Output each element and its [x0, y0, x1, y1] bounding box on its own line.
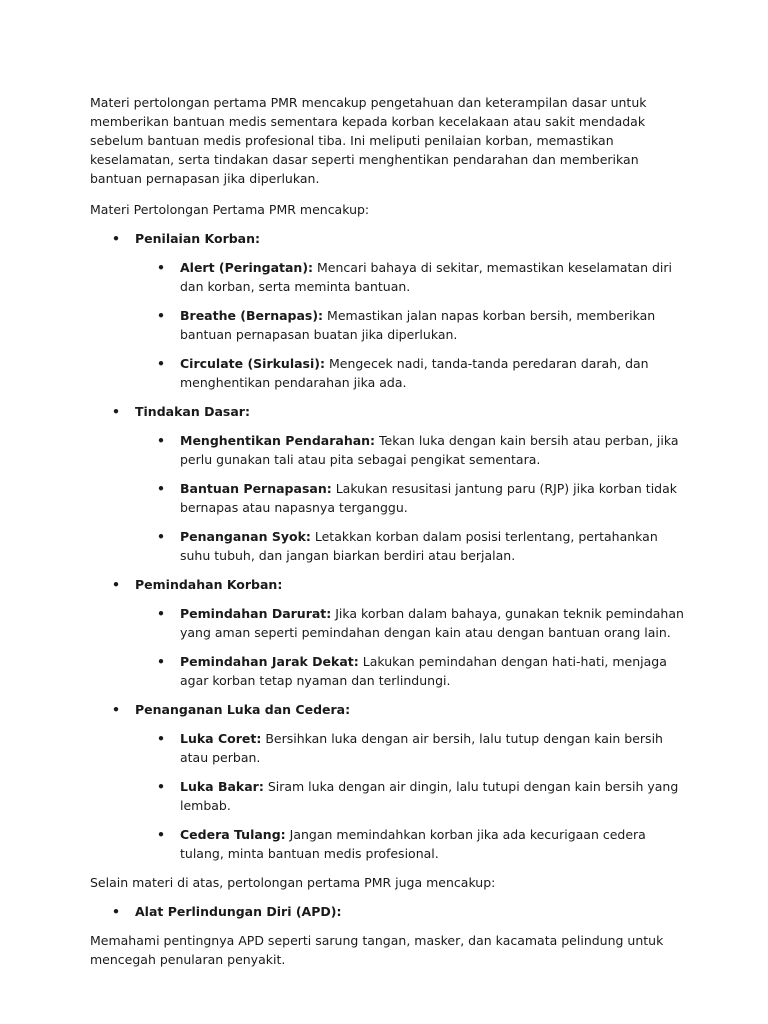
section-title: Tindakan Dasar:	[135, 404, 250, 419]
item-term: Pemindahan Jarak Dekat:	[180, 654, 359, 669]
section-title: Pemindahan Korban:	[135, 577, 283, 592]
list-item	[135, 604, 690, 642]
item-term: Penanganan Syok:	[180, 529, 311, 544]
item-text: Lakukan pemindahan dengan hati-hati, menjaga agar korban tetap nyaman dan terlindungi.	[180, 654, 667, 688]
section-title: Penilaian Korban:	[135, 231, 261, 246]
list-item	[135, 729, 690, 767]
list-item	[135, 479, 690, 517]
list-item	[135, 527, 690, 565]
item-text: Siram luka dengan air dingin, lalu tutupi dengan kain bersih yang lembab.	[180, 779, 679, 813]
sub-list	[135, 431, 690, 565]
list-item	[90, 902, 690, 921]
list-item	[135, 777, 690, 815]
item-term: Luka Bakar:	[180, 779, 264, 794]
main-list	[90, 229, 690, 863]
item-term: Bantuan Pernapasan:	[180, 481, 332, 496]
section-penilaian-korban	[90, 229, 690, 392]
item-text: Letakkan korban dalam posisi terlentang, pertahankan suhu tubuh, dan jangan biarkan berdiri atau berjalan.	[180, 529, 658, 563]
list-item	[135, 825, 690, 863]
item-term: Pemindahan Darurat:	[180, 606, 332, 621]
item-term: Alert (Peringatan):	[180, 260, 314, 275]
item-term: Breathe (Bernapas):	[180, 308, 324, 323]
list-item	[135, 431, 690, 469]
item-text: Bersihkan luka dengan air bersih, lalu tutup dengan kain bersih atau perban.	[180, 731, 663, 765]
section-title: Penanganan Luka dan Cedera:	[135, 702, 351, 717]
section-pemindahan-korban	[90, 575, 690, 690]
item-term: Menghentikan Pendarahan:	[180, 433, 376, 448]
intro-paragraph: Materi pertolongan pertama PMR mencakup pengetahuan dan keterampilan dasar untuk memberikan bantuan medis sementara kepada korban kecelakaan atau sakit mendadak sebelum bantuan medis profesional tiba. Ini meliputi penilaian korban, memastikan keselamatan, serta tindakan dasar seperti menghentikan pendarahan dan memberikan bantuan pernapasan jika diperlukan.	[90, 95, 647, 186]
item-text: Memastikan jalan napas korban bersih, memberikan bantuan pernapasan buatan jika diperlukan.	[180, 308, 656, 342]
closing-paragraph: Memahami pentingnya APD seperti sarung tangan, masker, dan kacamata pelindung untuk mencegah penularan penyakit.	[90, 933, 664, 967]
extra-list	[90, 902, 690, 921]
item-term: Alat Perlindungan Diri (APD):	[135, 904, 342, 919]
list-intro: Materi Pertolongan Pertama PMR mencakup:	[90, 202, 370, 217]
item-text: Tekan luka dengan kain bersih atau perban, jika perlu gunakan tali atau pita sebagai pengikat sementara.	[180, 433, 679, 467]
item-text: Jika korban dalam bahaya, gunakan teknik pemindahan yang aman seperti pemindahan dengan kain atau dengan bantuan orang lain.	[180, 606, 684, 640]
list-item	[135, 652, 690, 690]
list-item	[135, 354, 690, 392]
list-item	[135, 258, 690, 296]
item-text: Lakukan resusitasi jantung paru (RJP) jika korban tidak bernapas atau napasnya terganggu.	[180, 481, 678, 515]
item-term: Cedera Tulang:	[180, 827, 286, 842]
section-tindakan-dasar	[90, 402, 690, 565]
item-text: Mengecek nadi, tanda-tanda peredaran darah, dan menghentikan pendarahan jika ada.	[180, 356, 649, 390]
sub-list	[135, 604, 690, 690]
extra-intro: Selain materi di atas, pertolongan pertama PMR juga mencakup:	[90, 875, 496, 890]
document-page	[90, 93, 690, 979]
item-text: Jangan memindahkan korban jika ada kecurigaan cedera tulang, minta bantuan medis profesional.	[180, 827, 646, 861]
item-term: Circulate (Sirkulasi):	[180, 356, 325, 371]
list-item	[135, 306, 690, 344]
item-text: Mencari bahaya di sekitar, memastikan keselamatan diri dan korban, serta meminta bantuan.	[180, 260, 672, 294]
item-term: Luka Coret:	[180, 731, 262, 746]
section-penanganan-luka	[90, 700, 690, 863]
sub-list	[135, 729, 690, 863]
sub-list	[135, 258, 690, 392]
